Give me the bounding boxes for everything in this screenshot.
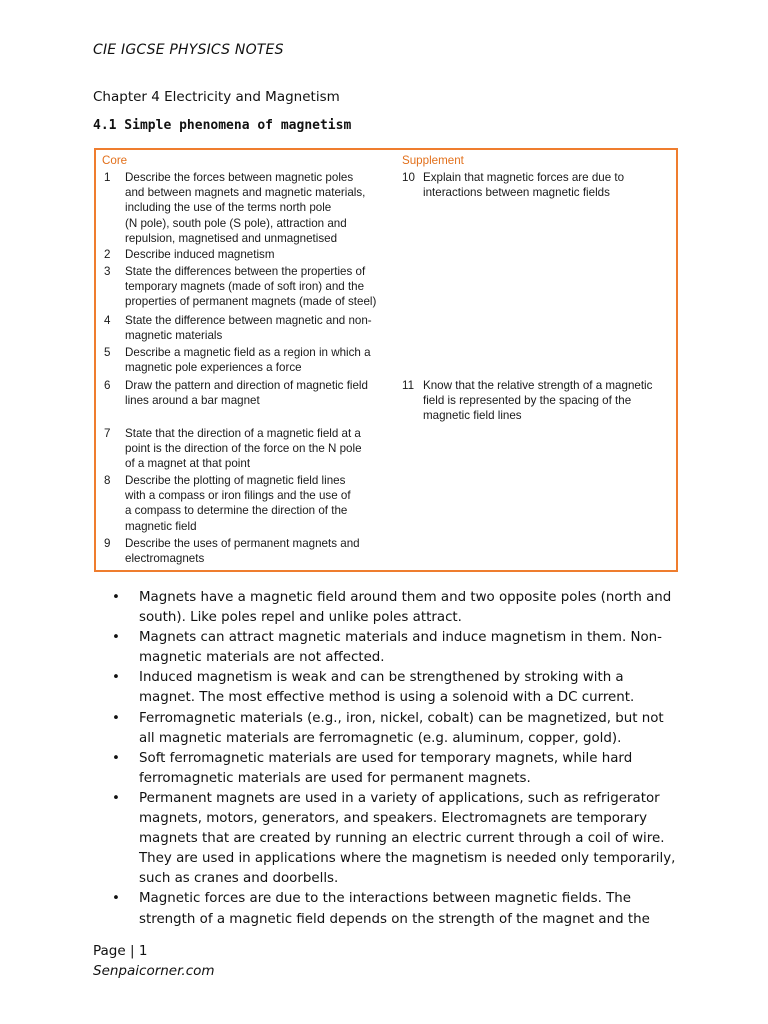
list-item (112, 668, 682, 708)
objective-text: State the differences between the properties of temporary magnets (made of soft iron) and the properties of permanent magnets (made of steel) (125, 265, 377, 309)
page-number: Page | 1 (93, 943, 148, 959)
list-item (112, 709, 682, 749)
bullet-symbol: • (112, 710, 120, 726)
objective-number: 5 (104, 346, 111, 359)
objective-number: 11 (402, 379, 415, 392)
objective-number: 8 (104, 474, 111, 487)
core-column-heading: Core (102, 154, 128, 167)
bullet-text: Permanent magnets are used in a variety of applications, such as refrigerator magnets, motors, generators, and speakers. Electromagnets are temporary magnets that are created by running an electric current through a coil of wire. They are used in applications where the magnetism is needed only temporarily, such as cranes and doorbells. (139, 790, 676, 887)
objective-number: 6 (104, 379, 111, 392)
objective-number: 2 (104, 248, 111, 261)
bullet-symbol: • (112, 630, 120, 646)
bullet-symbol: • (112, 670, 120, 686)
bullet-text: Induced magnetism is weak and can be strengthened by stroking with a magnet. The most effective method is using a solenoid with a DC current. (139, 670, 635, 706)
objective-text: Describe induced magnetism (125, 248, 275, 261)
bullet-text: Ferromagnetic materials (e.g., iron, nickel, cobalt) can be magnetized, but not all magnetic materials are ferromagnetic (e.g. aluminum, copper, gold). (139, 710, 664, 746)
objective-number: 1 (104, 171, 111, 184)
bullet-symbol: • (112, 590, 120, 605)
objective-number: 10 (402, 171, 415, 184)
notes-bullet-list (112, 588, 682, 930)
syllabus-box (94, 148, 678, 572)
objective-text: Know that the relative strength of a magnetic field is represented by the spacing of the magnetic field lines (423, 379, 653, 423)
list-item (112, 889, 682, 929)
list-item (112, 749, 682, 789)
section-heading: 4.1 Simple phenomena of magnetism (93, 118, 352, 133)
list-item (112, 588, 682, 628)
document-header-title: CIE IGCSE PHYSICS NOTES (93, 42, 284, 58)
bullet-symbol: • (112, 891, 120, 907)
bullet-text: Magnets can attract magnetic materials and induce magnetism in them. Non-magnetic materials are not affected. (139, 630, 662, 666)
objective-text: Describe a magnetic field as a region in which a magnetic pole experiences a force (125, 346, 371, 375)
bullet-text: Magnets have a magnetic field around them and two opposite poles (north and south). Like poles repel and unlike poles attract. (139, 590, 672, 626)
objective-number: 3 (104, 265, 111, 278)
objective-text: Describe the plotting of magnetic field lines with a compass or iron filings and the use of a compass to determine the direction of the magnetic field (125, 474, 351, 533)
objective-text: State the difference between magnetic and non- magnetic materials (125, 314, 372, 343)
objective-text: Explain that magnetic forces are due to interactions between magnetic fields (423, 171, 625, 200)
objective-number: 4 (104, 314, 111, 327)
supplement-column-heading: Supplement (402, 154, 464, 167)
footer-site-name: Senpaicorner.com (93, 963, 215, 979)
objective-text: State that the direction of a magnetic field at a point is the direction of the force on the N pole of a magnet at that point (125, 427, 362, 471)
objective-text: Describe the forces between magnetic poles and between magnets and magnetic materials, including the use of the terms north pole (N pole), south pole (S pole), attraction and repulsion, magnetised and unmagnetised (125, 171, 366, 245)
bullet-symbol: • (112, 790, 120, 806)
objective-text: Draw the pattern and direction of magnetic field lines around a bar magnet (125, 379, 368, 408)
objective-number: 7 (104, 427, 111, 440)
objective-number: 9 (104, 537, 111, 550)
objective-text: Describe the uses of permanent magnets and electromagnets (125, 537, 360, 566)
list-item (112, 789, 682, 889)
bullet-symbol: • (112, 750, 120, 766)
bullet-text: Magnetic forces are due to the interactions between magnetic fields. The strength of a magnetic field depends on the strength of the magnet and the (139, 891, 650, 927)
bullet-text: Soft ferromagnetic materials are used for temporary magnets, while hard ferromagnetic materials are used for permanent magnets. (139, 750, 633, 786)
chapter-title: Chapter 4 Electricity and Magnetism (93, 89, 340, 105)
list-item (112, 628, 682, 668)
